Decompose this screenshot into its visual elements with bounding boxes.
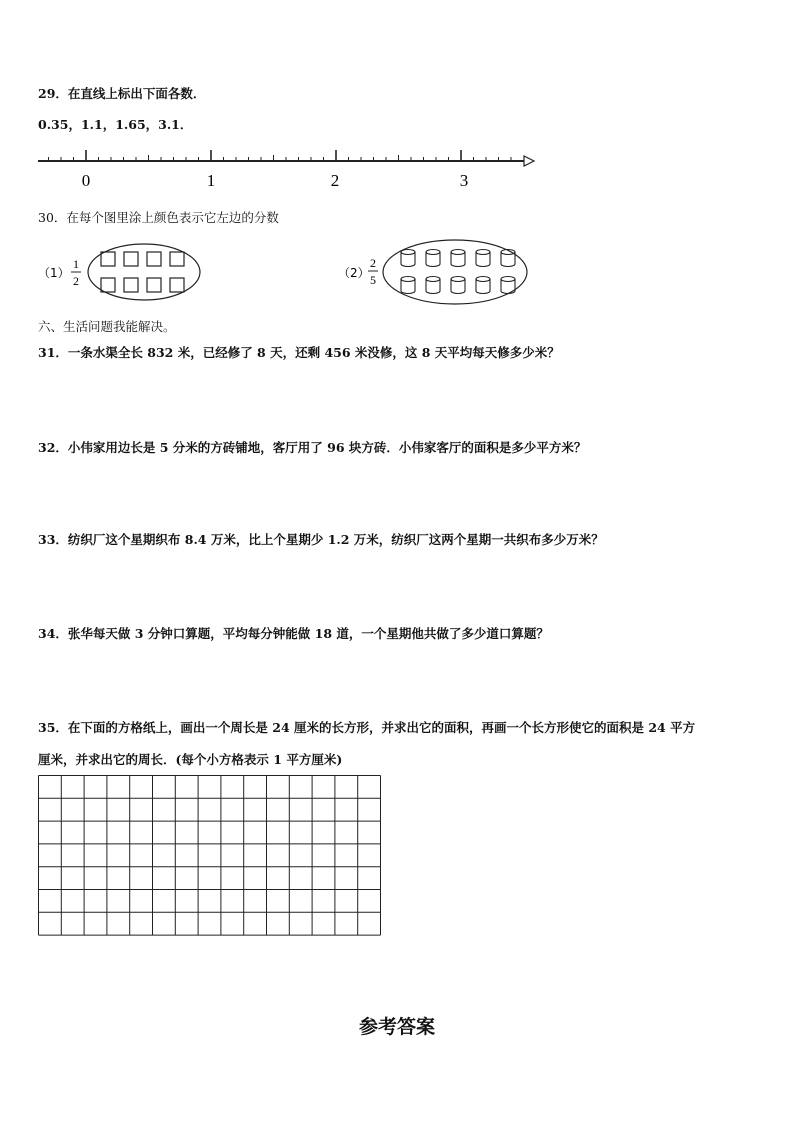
axis-label-3: 3 [459,171,469,190]
square-8 [170,278,184,292]
q29-numbers: 0.35，1.1，1.65，3.1． [38,117,193,132]
section6-heading: 六、生活问题我能解决。 [38,319,176,334]
cylinder-icon [501,250,515,267]
q35-text-line2: 厘米，并求出它的周长．(每个小方格表示 1 平方厘米) [38,752,343,767]
q35-grid-paper[interactable] [38,775,383,938]
q35-text-line1: 35．在下面的方格纸上，画出一个周长是 24 厘米的长方形，并求出它的面积，再画一个长方形使它的面积是 24 平方 [38,720,696,735]
q34-text: 34．张华每天做 3 分钟口算题，平均每分钟能做 18 道，一个星期他共做了多少道口算题？ [38,626,549,641]
square-3 [147,252,161,266]
square-5 [101,278,115,292]
cylinder-icon [426,277,440,294]
q33-text: 33．纺织厂这个星期织布 8.4 万米，比上个星期少 1.2 万米，纺织厂这两个星期一共织布多少万米？ [38,532,604,547]
cylinder-icon [426,250,440,267]
q31-text: 31．一条水渠全长 832 米，已经修了 8 天，还剩 456 米没修，这 8 天平均每天修多少米？ [38,345,560,360]
cylinder-icon [451,250,465,267]
q30-part2-denominator: 5 [370,273,376,287]
number-line-ticks [49,150,512,161]
cylinder-icon [451,277,465,294]
q30-part2-figure [338,236,533,306]
q30-prompt: 30．在每个图里涂上颜色表示它左边的分数 [38,210,279,225]
q30-part1-label: （1） [38,266,70,280]
number-line-arrow [524,156,534,166]
number-line [0,140,560,190]
axis-label-0: 0 [81,171,91,190]
q30-part2-numerator: 2 [370,256,376,270]
answer-title: 参考答案 [358,1016,435,1038]
q30-part1-denominator: 2 [73,274,79,288]
square-4 [170,252,184,266]
square-7 [147,278,161,292]
cylinder-icon [476,277,490,294]
q30-part1-numerator: 1 [73,257,79,271]
cylinder-icon [401,277,415,294]
grid-lines [39,776,381,936]
cylinder-icon [401,250,415,267]
q30-part2-label: （2） [338,266,370,280]
square-1 [101,252,115,266]
axis-label-1: 1 [206,171,216,190]
q32-text: 32．小伟家用边长是 5 分米的方砖铺地，客厅用了 96 块方砖．小伟家客厅的面积是多少平方米？ [38,440,587,455]
q30-part1-squares [101,252,184,292]
cylinder-icon [476,250,490,267]
q30-part2-cylinders [401,250,515,294]
q29-prompt: 29．在直线上标出下面各数． [38,86,206,101]
q30-part1-figure [38,240,208,305]
square-6 [124,278,138,292]
square-2 [124,252,138,266]
axis-label-2: 2 [330,171,340,190]
